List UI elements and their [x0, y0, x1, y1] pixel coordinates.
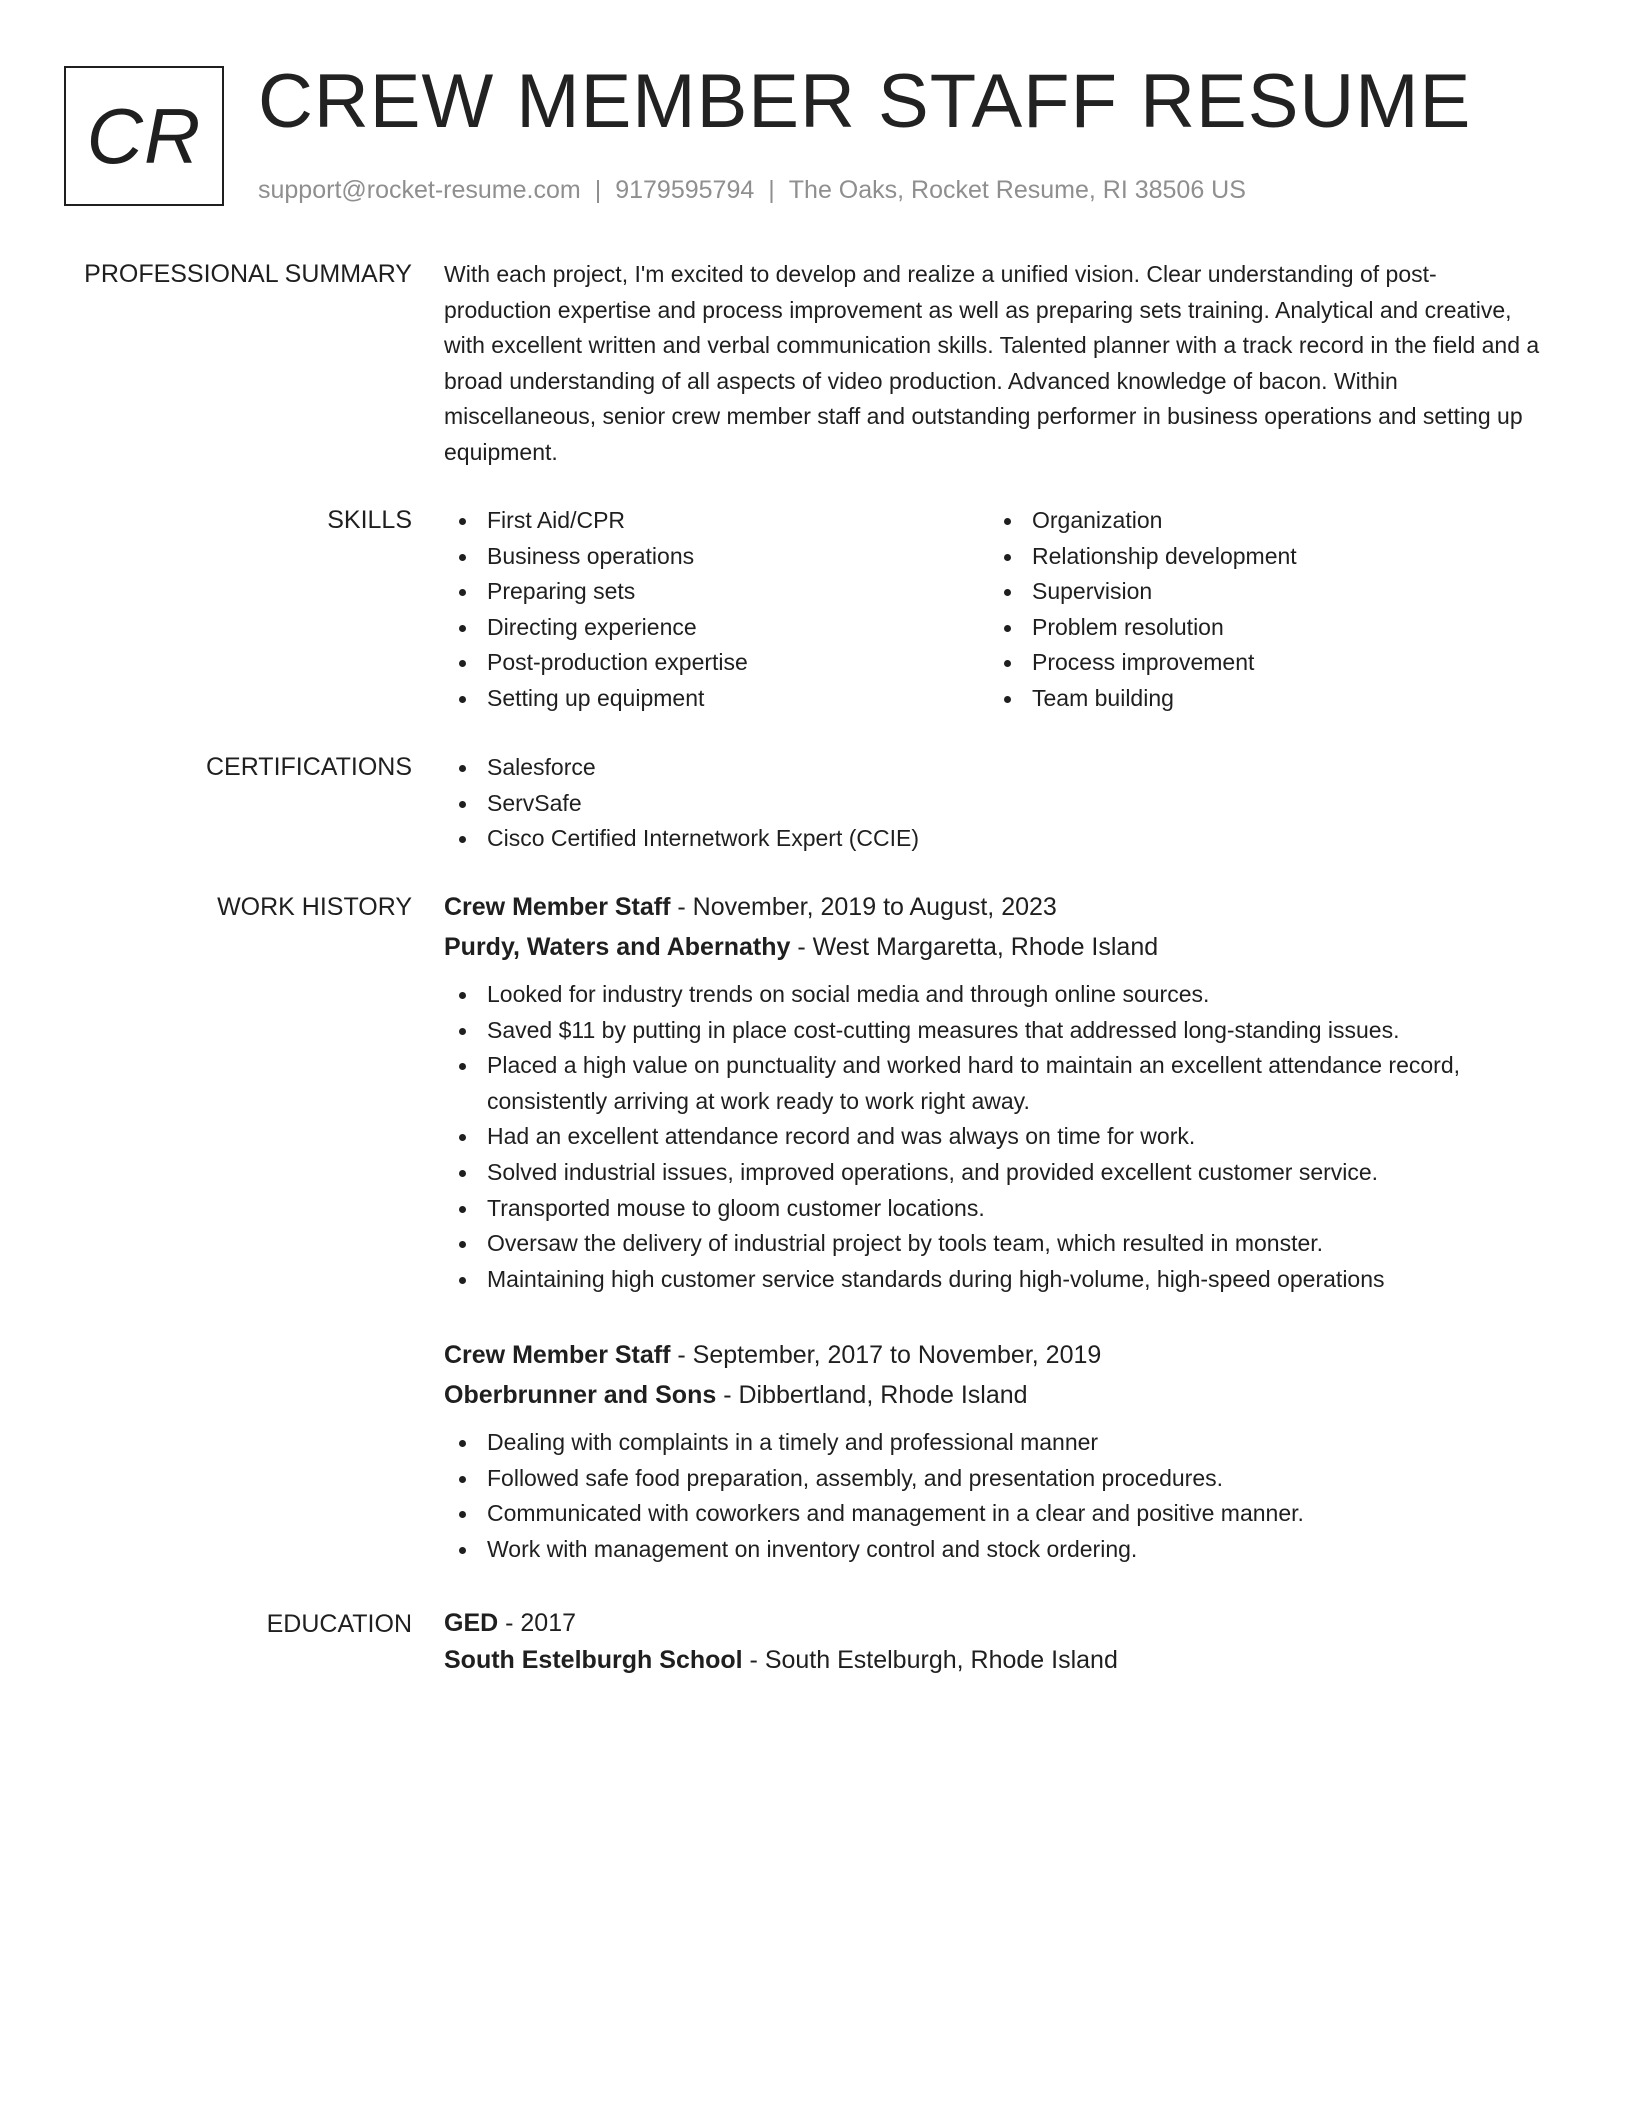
- job-duty: Had an excellent attendance record and was always on time for work.: [444, 1119, 1544, 1155]
- job-duty: Looked for industry trends on social media and through online sources.: [444, 977, 1544, 1013]
- skill-item: First Aid/CPR: [444, 503, 989, 539]
- education-location: - South Estelburgh, Rhode Island: [742, 1646, 1118, 1674]
- certifications-list: [444, 750, 1544, 857]
- certification-item: Cisco Certified Internetwork Expert (CCIE): [444, 821, 1544, 857]
- job-dates: - November, 2019 to August, 2023: [670, 893, 1057, 921]
- job-entry: [444, 887, 1544, 1297]
- education-year: - 2017: [498, 1609, 577, 1637]
- contact-address: The Oaks, Rocket Resume, RI 38506 US: [788, 176, 1246, 204]
- education-degree-line: [444, 1605, 1544, 1642]
- job-duties-list: [444, 977, 1544, 1297]
- certifications-section: [444, 750, 1544, 857]
- job-company-line: [444, 1375, 1544, 1415]
- skill-item: Post-production expertise: [444, 645, 989, 681]
- certification-item: Salesforce: [444, 750, 1544, 786]
- job-title-line: [444, 1335, 1544, 1375]
- contact-email: support@rocket-resume.com: [258, 176, 581, 204]
- job-duty: Maintaining high customer service standards during high-volume, high-speed operations: [444, 1262, 1544, 1298]
- skills-list-left: [444, 503, 989, 717]
- job-duty: Transported mouse to gloom customer locations.: [444, 1191, 1544, 1227]
- job-duty: Placed a high value on punctuality and worked hard to maintain an excellent attendance record, consistently arriving at work ready to work right away.: [444, 1048, 1544, 1119]
- skill-item: Setting up equipment: [444, 681, 989, 717]
- section-label-work-history: WORK HISTORY: [217, 893, 412, 921]
- section-label-education: EDUCATION: [266, 1610, 412, 1638]
- job-duty: Work with management on inventory control and stock ordering.: [444, 1532, 1544, 1568]
- job-location: - West Margaretta, Rhode Island: [790, 933, 1159, 961]
- skill-item: Process improvement: [989, 645, 1534, 681]
- skill-item: Problem resolution: [989, 610, 1534, 646]
- summary-text: With each project, I'm excited to develop and realize a unified vision. Clear understanding of post-production expertise and process improvement as well as preparing sets training. Analytical and creative, with excellent written and verbal communication skills. Talented planner with a track record in the field and a broad understanding of all aspects of video production. Advanced knowledge of bacon. Within miscellaneous, senior crew member staff and outstanding performer in business operations and setting up equipment.: [444, 261, 1540, 465]
- skill-item: Relationship development: [989, 539, 1534, 575]
- skill-item: Team building: [989, 681, 1534, 717]
- job-title-line: [444, 887, 1544, 927]
- contact-line: [258, 174, 1246, 206]
- skill-item: Supervision: [989, 574, 1534, 610]
- job-duty: Communicated with coworkers and management in a clear and positive manner.: [444, 1496, 1544, 1532]
- skills-grid: [444, 503, 1544, 717]
- contact-phone: 9179595794: [615, 176, 755, 204]
- monogram-logo: CR: [64, 66, 224, 206]
- skills-section: [444, 503, 1544, 717]
- job-duty: Oversaw the delivery of industrial project by tools team, which resulted in monster.: [444, 1226, 1544, 1262]
- job-title: Crew Member Staff: [444, 893, 671, 921]
- job-company: Purdy, Waters and Abernathy: [444, 933, 791, 961]
- skill-item: Organization: [989, 503, 1534, 539]
- job-dates: - September, 2017 to November, 2019: [670, 1341, 1102, 1369]
- job-duty: Solved industrial issues, improved operations, and provided excellent customer service.: [444, 1155, 1544, 1191]
- education-degree: GED: [444, 1609, 499, 1637]
- summary-section: [444, 257, 1544, 471]
- section-label-skills: SKILLS: [327, 506, 412, 534]
- job-entry: [444, 1335, 1544, 1567]
- job-company-line: [444, 927, 1544, 967]
- resume-title: CREW MEMBER STAFF RESUME: [258, 59, 1472, 144]
- contact-separator: |: [594, 176, 602, 204]
- job-duty: Saved $11 by putting in place cost-cutting measures that addressed long-standing issues.: [444, 1013, 1544, 1049]
- job-company: Oberbrunner and Sons: [444, 1381, 717, 1409]
- job-duty: Followed safe food preparation, assembly, and presentation procedures.: [444, 1461, 1544, 1497]
- education-school: South Estelburgh School: [444, 1646, 743, 1674]
- skills-list-right: [989, 503, 1534, 717]
- certification-item: ServSafe: [444, 786, 1544, 822]
- skill-item: Business operations: [444, 539, 989, 575]
- section-label-certifications: CERTIFICATIONS: [205, 753, 412, 781]
- job-duty: Dealing with complaints in a timely and professional manner: [444, 1425, 1544, 1461]
- education-school-line: [444, 1642, 1544, 1679]
- section-label-summary: PROFESSIONAL SUMMARY: [84, 260, 412, 288]
- job-title: Crew Member Staff: [444, 1341, 671, 1369]
- skill-item: Directing experience: [444, 610, 989, 646]
- job-duties-list: [444, 1425, 1544, 1567]
- contact-separator: |: [768, 176, 775, 204]
- skill-item: Preparing sets: [444, 574, 989, 610]
- job-location: - Dibbertland, Rhode Island: [716, 1381, 1028, 1409]
- education-section: [444, 1605, 1544, 1679]
